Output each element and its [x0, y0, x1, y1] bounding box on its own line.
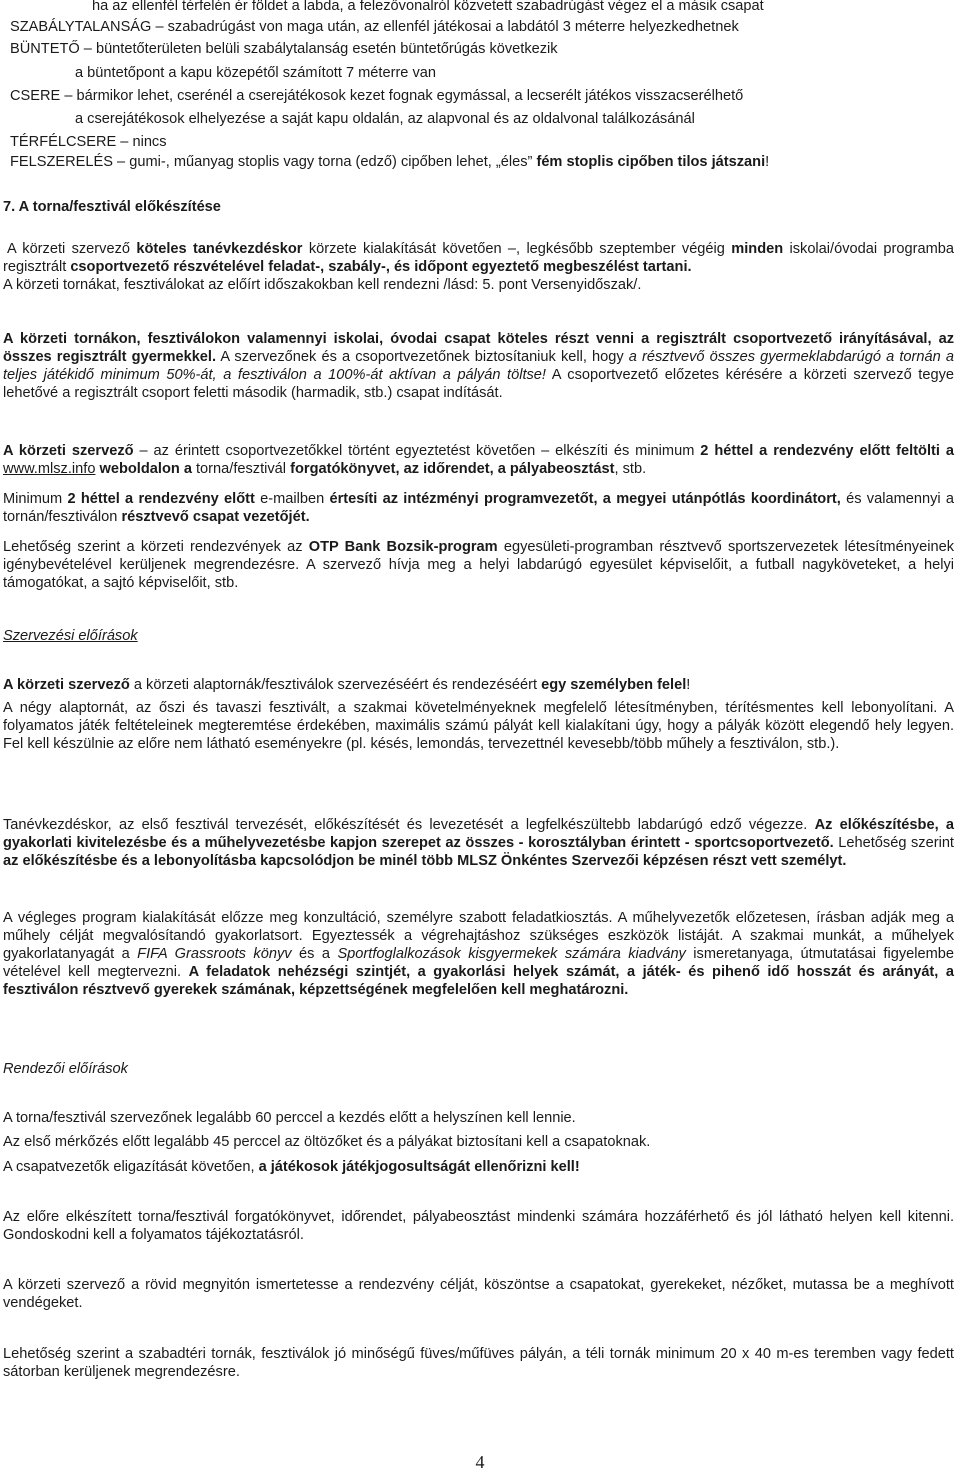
rule-emphasis: fém stoplis cipőben tilos játszani	[536, 154, 766, 170]
rule-line: BÜNTETŐ – büntetőterületen belüli szabálytalanság esetén büntetőrúgás következik	[10, 41, 558, 57]
paragraph: Lehetőség szerint a körzeti rendezvények az OTP Bank Bozsik-program egyesületi-programban résztvevő sportszervezetek létesítményeinek igénybevételével kerüljenek megrendezésre. A szervező hívja meg a helyi labdarúgó egyesület képviselőit, a futball nagyköveteket, a helyi támogatókat, a sajtó képviselőit, stb.	[3, 539, 954, 591]
rule-text: !	[765, 154, 770, 170]
paragraph: A körzeti szervező a rövid megnyitón ismertetesse a rendezvény célját, köszöntse a csapatokat, gyerekeket, nézőket, mutassa be a meghívott vendégeket.	[3, 1277, 954, 1311]
paragraph: A négy alaptornát, az őszi és tavaszi fesztivált, a szakmai követelményeknek megfelelő létesítményben, térítésmentes kell lebonyolítani. A folyamatos játék feltételeinek megteremtése érdekében, maximális számú pályát kell kialakítani úgy, hogy a pályák között elegendő hely legyen. Fel kell készülnie az előre nem látható eseményekre (pl. késés, lemondás, tervezettnél kevesebb/több műhely a fesztiválon, stb.).	[3, 700, 954, 752]
paragraph: Tanévkezdéskor, az első fesztivál tervezését, előkészítését és levezetését a legfelkészültebb labdarúgó edző végezze. Az előkészítésbe, a gyakorlati kivitelezésbe és a műhelyvezetésbe kapjon szerepet az összes - korosztályban érintett - sportcsoportvezető. Lehetőség szerint az előkészítésbe és a lebonyolításba kapcsolódjon be minél több MLSZ Önkéntes Szervezői képzésen részt vett személyt.	[3, 817, 955, 869]
rule-line: TÉRFÉLCSERE – nincs	[10, 134, 167, 150]
section-heading: 7. A torna/fesztivál előkészítése	[3, 199, 221, 215]
paragraph: A végleges program kialakítását előzze meg konzultáció, személyre szabott feladatkiosztás. A műhelyvezetők előzetesen, írásban adják meg a műhely célját megvalósítandó gyakorlatsort. Egyeztessék a végrehajtáshoz szükséges eszközök listáját. A szakmai munkát, a műhelyek gyakorlatanyagát a FIFA Grassroots könyv és a Sportfoglalkozások kisgyermekek számára kiadvány ismeretanyaga, útmutatásai figyelembe vételével kell megtervezni. A feladatok nehézségi szintjét, a gyakorlási helyek számát, a játék- és pihenő idő hosszát és arányát, a fesztiválon résztvevő gyerekek számának, képzettségének megfelelően kell meghatározni.	[3, 910, 954, 998]
paragraph: A körzeti tornákon, fesztiválokon valamennyi iskolai, óvodai csapat köteles részt venni a regisztrált csoportvezető irányításával, az összes regisztrált gyermekkel. A szervezőnek és a csoportvezetőnek biztosítaniuk kell, hogy a résztvevő összes gyermeklabdarúgó a tornán a teljes játékidő minimum 50%-át, a fesztiválon a 100%-át aktívan a pályán töltse! A csoportvezető előzetes kérésére a körzeti szervező tegye lehetővé a regisztrált csoport feletti második (harmadik, stb.) csapat indítását.	[3, 331, 954, 401]
paragraph: A csapatvezetők eligazítását követően, a játékosok játékjogosultságát ellenőrizni kell!	[3, 1159, 580, 1175]
section-heading: Rendezői előírások	[3, 1061, 128, 1077]
rule-line	[10, 153, 769, 171]
rule-line: CSERE – bármikor lehet, cserénél a cserejátékosok kezet fognak egymással, a lecserélt játékos visszacserélhető	[10, 88, 744, 104]
mlsz-link[interactable]: www.mlsz.info	[3, 461, 96, 477]
paragraph: A körzeti szervező – az érintett csoportvezetőkkel történt egyeztetést követően – elkészíti és minimum 2 héttel a rendezvény előtt feltölti a www.mlsz.info weboldalon a torna/fesztivál forgatókönyvet, az időrendet, a pályabeosztást, stb.	[3, 443, 954, 477]
paragraph: Lehetőség szerint a szabadtéri tornák, fesztiválok jó minőségű füves/műfüves pályán, a téli tornák minimum 20 x 40 m-es teremben vagy fedett sátorban kerüljenek megrendezésre.	[3, 1346, 954, 1380]
rule-text: FELSZERELÉS – gumi-, műanyag stoplis vagy torna (edző) cipőben lehet, „éles”	[10, 154, 533, 170]
rule-line: a büntetőpont a kapu közepétől számított 7 méterre van	[75, 65, 437, 81]
section-heading: Szervezési előírások	[3, 628, 138, 644]
rule-line: ha az ellenfél térfelén ér földet a labda, a felezővonalról közvetett szabadrúgást végez el a másik csapat	[92, 0, 764, 14]
paragraph: A torna/fesztivál szervezőnek legalább 60 perccel a kezdés előtt a helyszínen kell lennie.	[3, 1110, 576, 1126]
paragraph: Minimum 2 héttel a rendezvény előtt e-mailben értesíti az intézményi programvezetőt, a megyei utánpótlás koordinátort, és valamennyi a tornán/fesztiválon résztvevő csapat vezetőjét.	[3, 491, 955, 525]
paragraph: A körzeti szervező a körzeti alaptornák/fesztiválok szervezéséért és rendezéséért egy személyben felel!	[3, 677, 691, 693]
paragraph: A körzeti szervező köteles tanévkezdéskor körzete kialakítását követően –, legkésőbb szeptember végéig minden iskolai/óvodai programba regisztrált csoportvezető részvételével feladat-, szabály-, és időpont egyeztető megbeszélést tartani. A körzeti tornákat, fesztiválokat az előírt időszakokban kell rendezni /lásd: 5. pont Versenyidőszak/.	[3, 241, 955, 293]
page-number: 4	[475, 1452, 485, 1472]
paragraph: Az első mérkőzés előtt legalább 45 perccel az öltözőket és a pályákat biztosítani kell a csapatoknak.	[3, 1134, 651, 1150]
rule-line: SZABÁLYTALANSÁG – szabadrúgást von maga után, az ellenfél játékosai a labdától 3 méterre helyezkedhetnek	[10, 19, 739, 35]
rule-line: a cserejátékosok elhelyezése a saját kapu oldalán, az alapvonal és az oldalvonal találkozásánál	[75, 111, 695, 127]
paragraph: Az előre elkészített torna/fesztivál forgatókönyvet, időrendet, pályabeosztást mindenki számára hozzáférhető és jól látható helyen kell kitenni. Gondoskodni kell a folyamatos tájékoztatásról.	[3, 1209, 954, 1243]
